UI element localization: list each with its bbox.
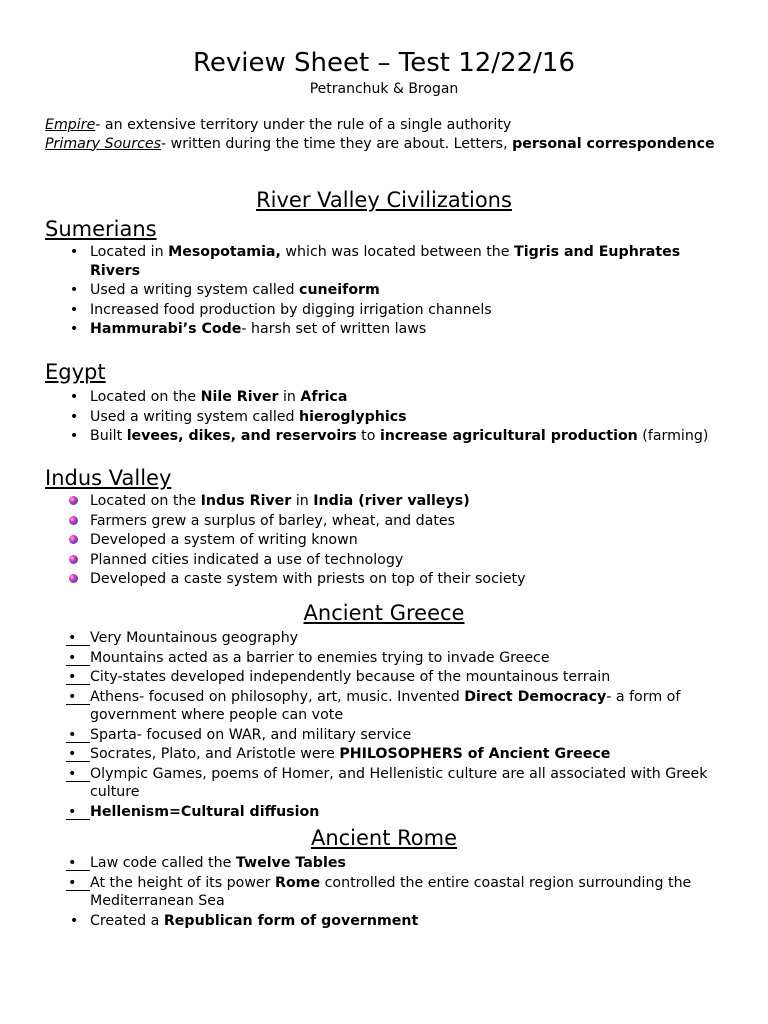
section-heading-river-valley: River Valley Civilizations bbox=[256, 188, 512, 212]
bullet-icon bbox=[66, 745, 90, 762]
list-item: • Very Mountainous geography bbox=[0, 629, 730, 648]
bullet-orb-icon bbox=[69, 555, 78, 564]
bullet-icon bbox=[68, 281, 80, 300]
list-item: • Sparta- focused on WAR, and military service bbox=[0, 726, 730, 745]
bullet-icon bbox=[66, 803, 90, 820]
bullet-orb-icon bbox=[69, 574, 78, 583]
bullet-icon bbox=[68, 320, 80, 339]
bullet-icon bbox=[66, 765, 90, 782]
list-item: • At the height of its power Rome controlled the entire coastal region surrounding the Mediterranean Sea bbox=[0, 874, 730, 911]
bullet-icon bbox=[66, 668, 90, 685]
bullet-icon bbox=[66, 874, 90, 891]
list-item: • Hammurabi’s Code- harsh set of written laws bbox=[0, 320, 730, 339]
list-item: • Olympic Games, poems of Homer, and Hellenistic culture are all associated with Greek culture bbox=[0, 765, 730, 802]
heading-ancient-rome: Ancient Rome bbox=[310, 826, 458, 850]
bullet-icon bbox=[68, 427, 80, 446]
heading-ancient-greece: Ancient Greece bbox=[303, 601, 465, 625]
list-item: • Mountains acted as a barrier to enemies trying to invade Greece bbox=[0, 649, 730, 668]
list-item: Planned cities indicated a use of technology bbox=[0, 551, 730, 570]
list-item: • Located on the Nile River in Africa bbox=[0, 388, 730, 407]
rome-list bbox=[0, 854, 730, 931]
heading-egypt: Egypt bbox=[45, 360, 106, 384]
list-item: • Used a writing system called hieroglyphics bbox=[0, 408, 730, 427]
list-item: • Created a Republican form of government bbox=[0, 912, 730, 931]
bullet-icon bbox=[68, 912, 80, 931]
page-authors: Petranchuk & Brogan bbox=[309, 81, 459, 97]
list-item: • Located in Mesopotamia, which was located between the Tigris and Euphrates Rivers bbox=[0, 243, 730, 280]
bullet-icon bbox=[66, 688, 90, 705]
definition-empire: Empire- an extensive territory under the rule of a single authority bbox=[45, 117, 512, 133]
list-item: Farmers grew a surplus of barley, wheat, and dates bbox=[0, 512, 730, 531]
page-title: Review Sheet – Test 12/22/16 bbox=[193, 48, 575, 78]
bullet-orb-icon bbox=[69, 496, 78, 505]
heading-indus-valley: Indus Valley bbox=[45, 466, 172, 490]
list-item: • Built levees, dikes, and reservoirs to increase agricultural production (farming) bbox=[0, 427, 730, 446]
heading-sumerians: Sumerians bbox=[45, 217, 157, 241]
list-item: • Hellenism=Cultural diffusion bbox=[0, 803, 730, 822]
bullet-icon bbox=[68, 388, 80, 407]
indus-list bbox=[0, 492, 730, 590]
list-item: • Athens- focused on philosophy, art, music. Invented Direct Democracy- a form of government where people can vote bbox=[0, 688, 730, 725]
bullet-icon bbox=[66, 726, 90, 743]
bullet-orb-icon bbox=[69, 516, 78, 525]
definitions bbox=[45, 116, 735, 153]
egypt-list bbox=[0, 388, 730, 447]
greece-list bbox=[0, 629, 730, 822]
bullet-icon bbox=[66, 854, 90, 871]
bullet-orb-icon bbox=[69, 535, 78, 544]
list-item: Developed a system of writing known bbox=[0, 531, 730, 550]
bullet-icon bbox=[66, 649, 90, 666]
list-item: • City-states developed independently because of the mountainous terrain bbox=[0, 668, 730, 687]
bullet-icon bbox=[66, 629, 90, 646]
list-item: Located on the Indus River in India (river valleys) bbox=[0, 492, 730, 511]
bullet-icon bbox=[68, 301, 80, 320]
list-item: • Used a writing system called cuneiform bbox=[0, 281, 730, 300]
list-item: • Law code called the Twelve Tables bbox=[0, 854, 730, 873]
list-item: • Socrates, Plato, and Aristotle were PHILOSOPHERS of Ancient Greece bbox=[0, 745, 730, 764]
list-item: • Increased food production by digging irrigation channels bbox=[0, 301, 730, 320]
sumerians-list bbox=[0, 243, 730, 340]
bullet-icon bbox=[68, 243, 80, 262]
definition-primary-sources: Primary Sources- written during the time they are about. Letters, personal correspondence bbox=[45, 135, 715, 152]
list-item: Developed a caste system with priests on top of their society bbox=[0, 570, 730, 589]
bullet-icon bbox=[68, 408, 80, 427]
